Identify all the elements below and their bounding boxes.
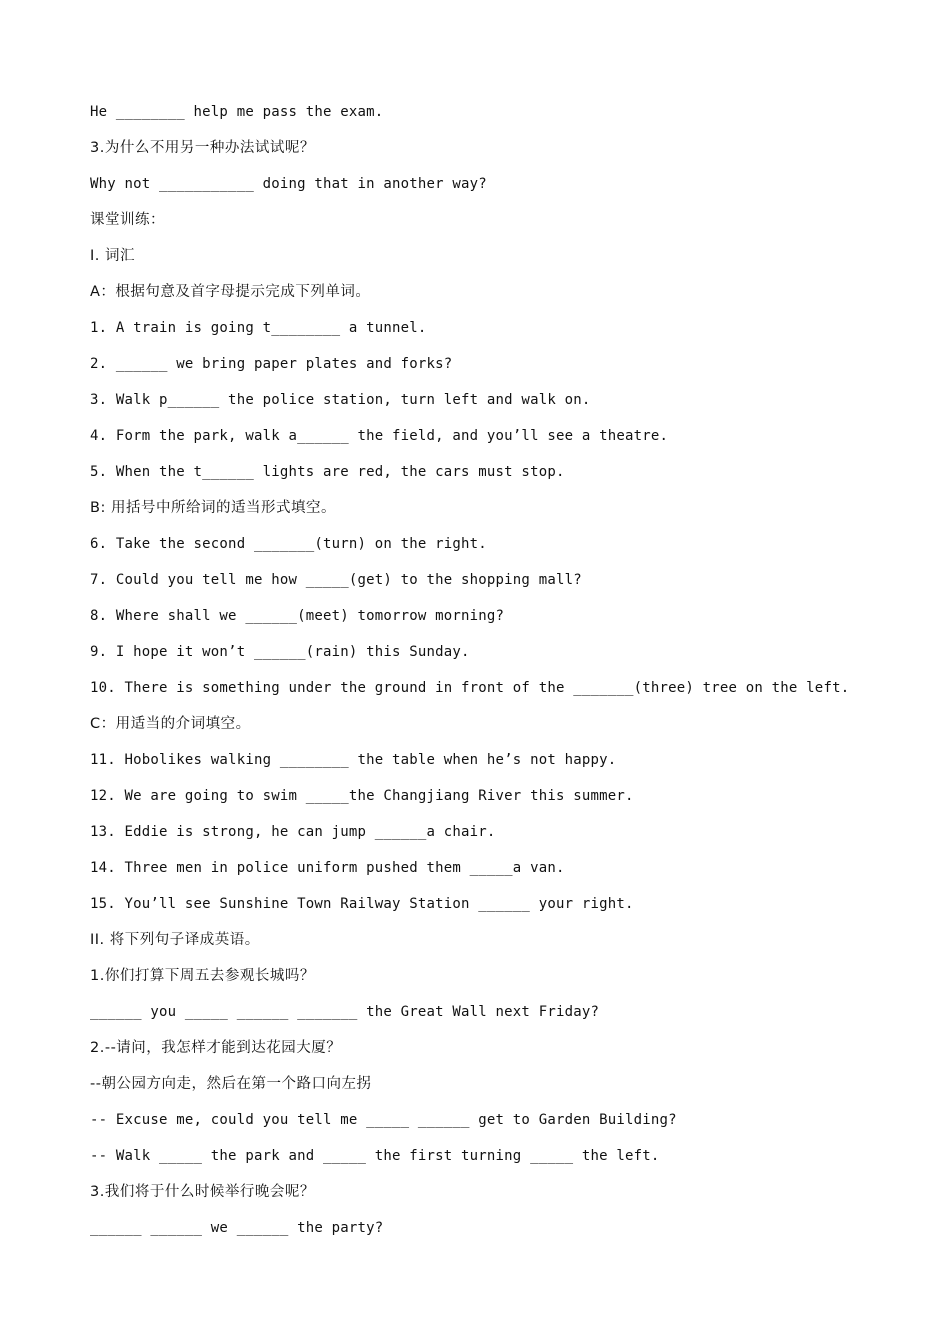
part-instruction: B: 用括号中所给词的适当形式填空。 xyxy=(90,500,336,516)
exercise-line: 4. Form the park, walk a______ the field, and you’ll see a theatre. xyxy=(90,428,669,444)
exercise-line: --朝公园方向走，然后在第一个路口向左拐 xyxy=(90,1076,372,1092)
exercise-line: He ________ help me pass the exam. xyxy=(90,104,384,120)
part-instruction: C：用适当的介词填空。 xyxy=(90,716,251,732)
exercise-line: 3.我们将于什么时候举行晚会呢？ xyxy=(90,1184,315,1200)
exercise-line: 1.你们打算下周五去参观长城吗？ xyxy=(90,968,315,984)
section-heading: 课堂训练： xyxy=(90,212,165,228)
exercise-line: Why not ___________ doing that in another way? xyxy=(90,176,487,192)
part-instruction: A：根据句意及首字母提示完成下列单词。 xyxy=(90,284,371,300)
exercise-line: -- Excuse me, could you tell me _____ ______ get to Garden Building? xyxy=(90,1112,677,1128)
exercise-line: 5. When the t______ lights are red, the cars must stop. xyxy=(90,464,565,480)
exercise-line: 7. Could you tell me how _____(get) to the shopping mall? xyxy=(90,572,582,588)
exercise-line: 2.--请问，我怎样才能到达花园大厦？ xyxy=(90,1040,342,1056)
exercise-line: 10. There is something under the ground in front of the _______(three) tree on the left. xyxy=(90,680,850,696)
exercise-line: ______ ______ we ______ the party? xyxy=(90,1220,384,1236)
exercise-line: ______ you _____ ______ _______ the Great Wall next Friday? xyxy=(90,1004,600,1020)
exercise-line: 8. Where shall we ______(meet) tomorrow morning? xyxy=(90,608,505,624)
section-heading: I. 词汇 xyxy=(90,248,135,264)
exercise-line: 12. We are going to swim _____the Changjiang River this summer. xyxy=(90,788,634,804)
exercise-line: 9. I hope it won’t ______(rain) this Sunday. xyxy=(90,644,470,660)
exercise-line: 2. ______ we bring paper plates and forks? xyxy=(90,356,453,372)
exercise-line: 6. Take the second _______(turn) on the right. xyxy=(90,536,487,552)
exercise-line: -- Walk _____ the park and _____ the first turning _____ the left. xyxy=(90,1148,660,1164)
exercise-line: 14. Three men in police uniform pushed them _____a van. xyxy=(90,860,565,876)
exercise-line: 11. Hobolikes walking ________ the table when he’s not happy. xyxy=(90,752,617,768)
exercise-line: 15. You’ll see Sunshine Town Railway Station ______ your right. xyxy=(90,896,634,912)
exercise-line: 1. A train is going t________ a tunnel. xyxy=(90,320,427,336)
exercise-line: 13. Eddie is strong, he can jump ______a chair. xyxy=(90,824,496,840)
section-heading: II. 将下列句子译成英语。 xyxy=(90,932,260,948)
exercise-line: 3.为什么不用另一种办法试试呢？ xyxy=(90,140,315,156)
exercise-line: 3. Walk p______ the police station, turn left and walk on. xyxy=(90,392,591,408)
